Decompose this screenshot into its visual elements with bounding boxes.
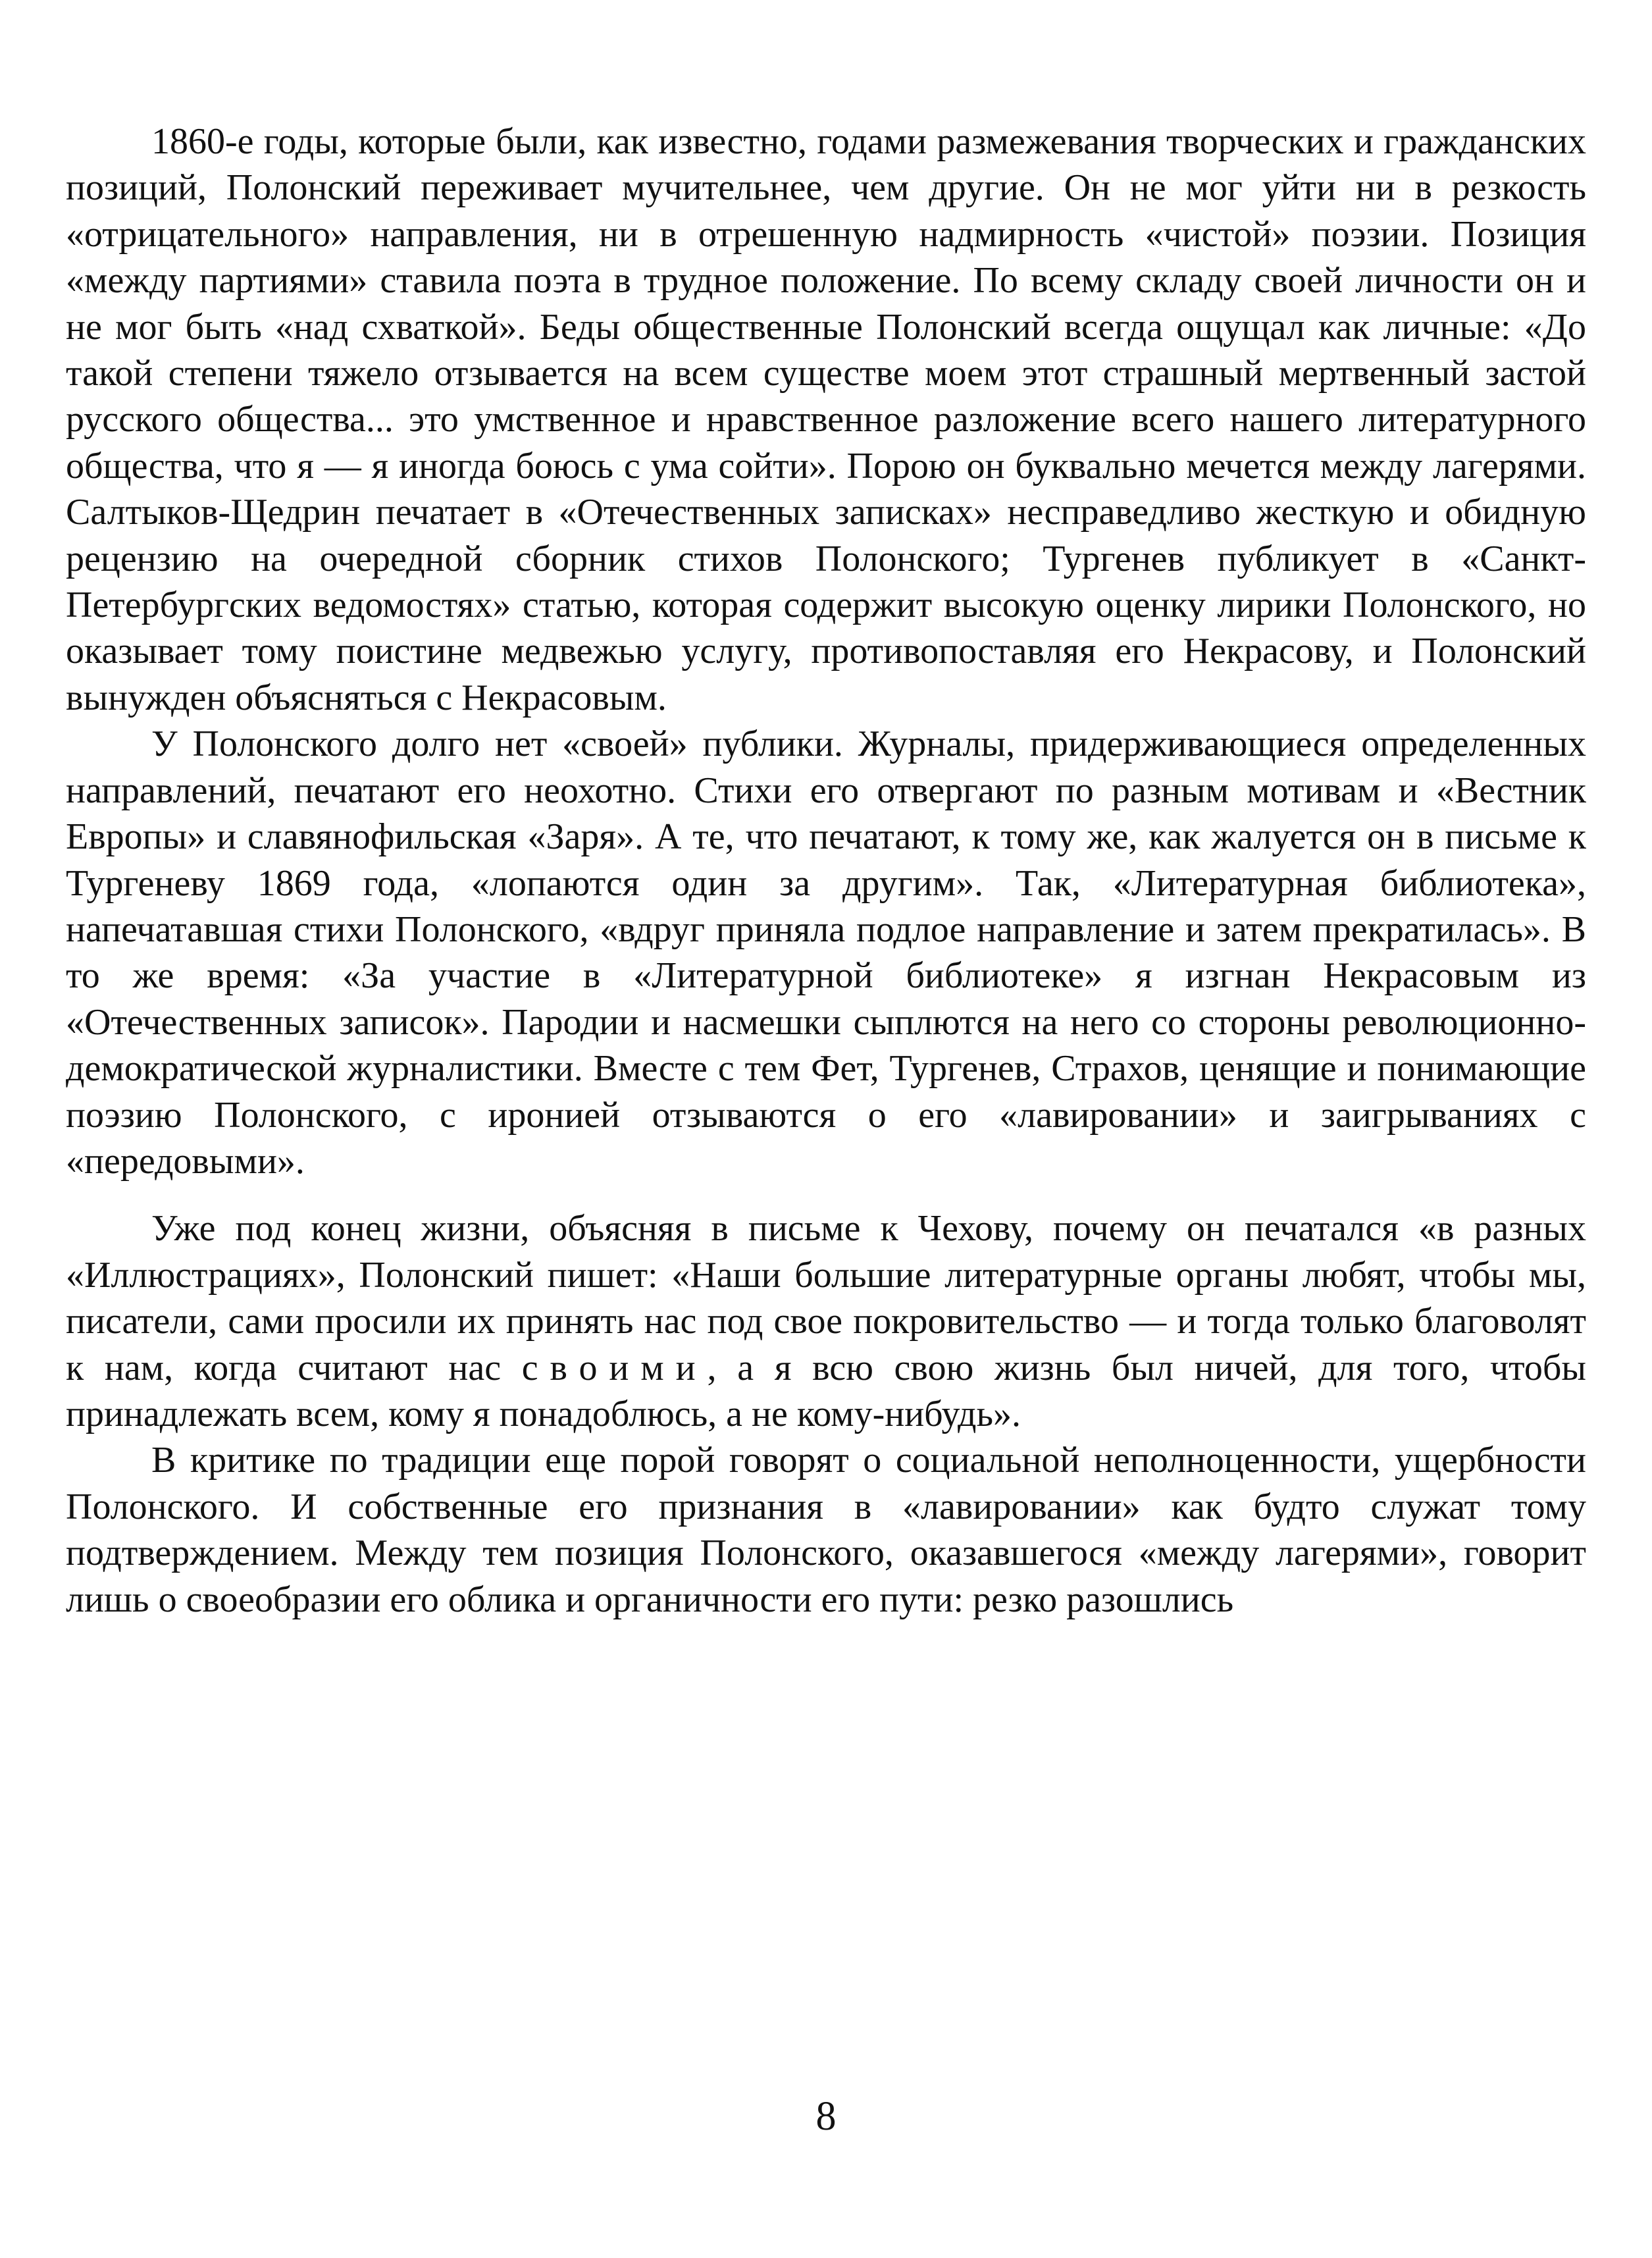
paragraph-1: 1860-е годы, которые были, как известно, годами размежевания творческих и гражданских позиций, Полонский переживает мучительнее, чем другие. Он не мог уйти ни в резкость «отрицательного» направления, ни в отрешенную надмирность «чистой» поэзии. Позиция «между партиями» ставила поэта в трудное положение. По всему складу своей личности он и не мог быть «над схваткой». Беды общественные Полонский всегда ощущал как личные: «До такой степени тяжело отзывается на всем существе моем этот страшный мертвенный застой русского общества... это умственное и нравственное разложение всего нашего литературного общества, что я — я иногда боюсь с ума сойти». Порою он буквально мечется между лагерями. Салтыков-Щедрин печатает в «Отечественных записках» несправедливо жесткую и обидную рецензию на очередной сборник стихов Полонского; Тургенев публикует в «Санкт-Петербургских ведомостях» статью, которая содержит высокую оценку лирики Полонского, но оказывает тому поистине медвежью услугу, противопоставляя его Некрасову, и Полонский вынужден объясняться с Некрасовым.	[66, 121, 1586, 718]
paragraph-3-emphasis: своими	[521, 1347, 708, 1388]
paragraph-3-text-before: Уже под конец жизни, объясняя в письме к Чехову, почему он печатался «в разных «Иллюстрациях», Полонский пишет: «Наши большие литературные органы любят, чтобы мы, писатели, сами просили их принять нас под свое покровительство — и тогда только благоволят к нам, когда считают нас	[66, 1208, 1586, 1388]
paragraph-4: В критике по традиции еще порой говорят о социальной неполноценности, ущербности Полонского. И собственные его признания в «лавировании» как будто служат тому подтверждением. Между тем позиция Полонского, оказавшегося «между лагерями», говорит лишь о своеобразии его облика и органичности его пути: резко разошлись	[66, 1440, 1586, 1620]
page-number: 8	[815, 2094, 837, 2139]
paragraph-2: У Полонского долго нет «своей» публики. Журналы, придерживающиеся определенных направлений, печатают его неохотно. Стихи его отвергают по разным мотивам и «Вестник Европы» и славянофильская «Заря». А те, что печатают, к тому же, как жалуется он в письме к Тургеневу 1869 года, «лопаются один за другим». Так, «Литературная библиотека», напечатавшая стихи Полонского, «вдруг приняла подлое направление и затем прекратилась». В то же время: «За участие в «Литературной библиотеке» я изгнан Некрасовым из «Отечественных записок». Пародии и насмешки сыплются на него со стороны революционно-демократической журналистики. Вместе с тем Фет, Тургенев, Страхов, ценящие и понимающие поэзию Полонского, с иронией отзываются о его «лавировании» и заигрываниях с «передовыми».	[66, 723, 1586, 1182]
paragraph-3-text-after: , а я всю свою жизнь был ничей, для того, чтобы принадлежать всем, кому я понадоблюсь, а не кому-нибудь».	[66, 1347, 1586, 1434]
page-text-block	[66, 118, 1586, 1623]
paragraph-3	[66, 1205, 1586, 1437]
